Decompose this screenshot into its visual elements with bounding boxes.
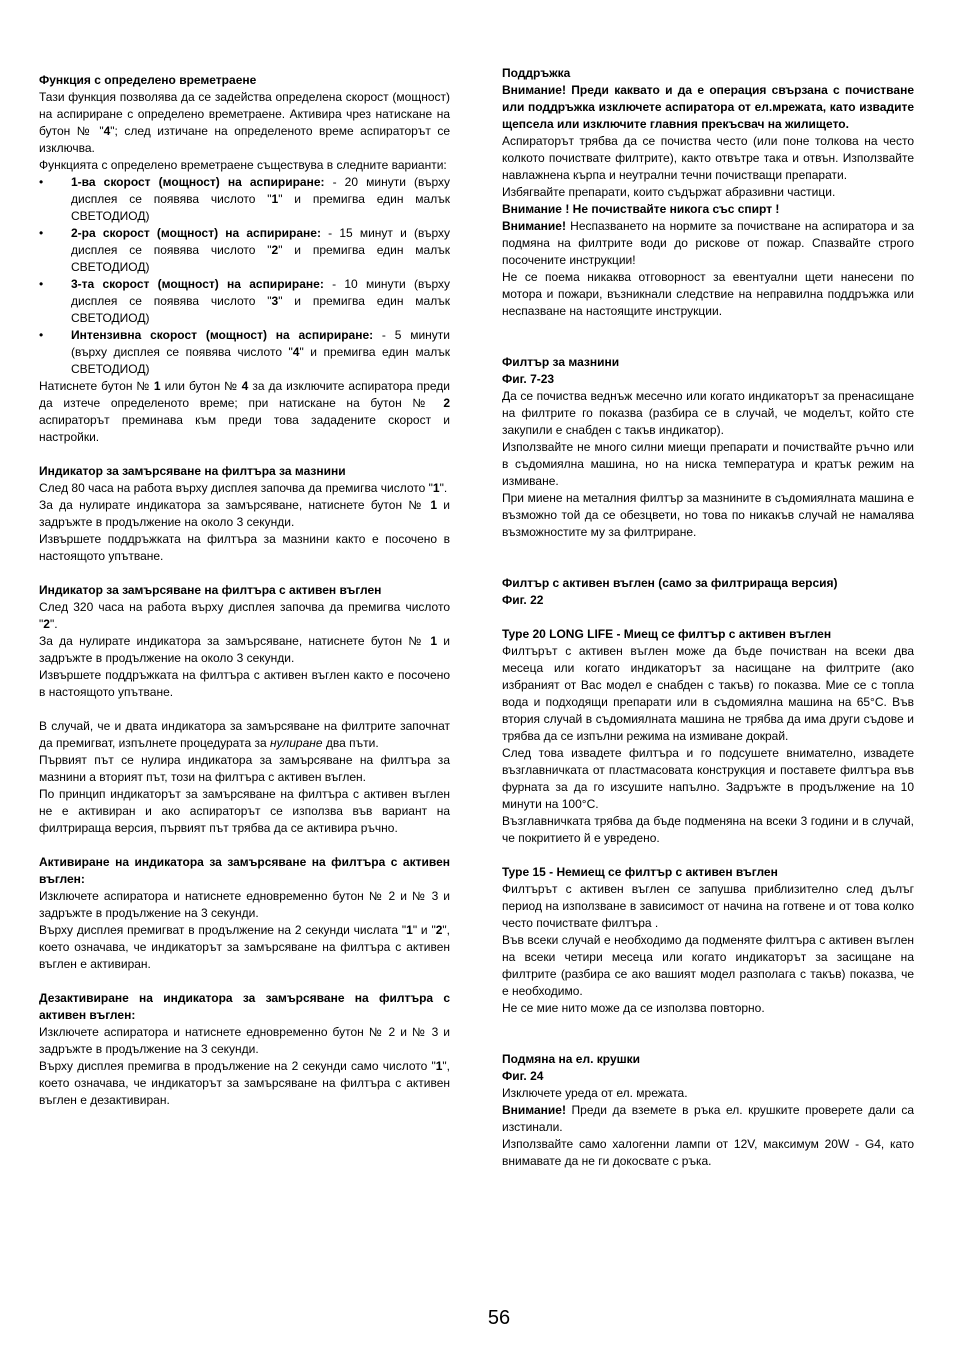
subsection-title-type20: Type 20 LONG LIFE - Миещ се филтър с активен въглен — [502, 627, 832, 641]
type15-paragraph: Филтърът с активен въглен се запушва приблизително след дълъг период на използване в зависимост от начина на готвене и от това колко често почиствате филтъра . — [502, 882, 914, 930]
type15-paragraph: Не се мие нито може да се използва повторно. — [502, 1001, 765, 1015]
carbon-paragraph: След 320 часа на работа върху дисплея започва да премигва числото "2". — [39, 600, 450, 631]
type20-paragraph: След това извадете филтъра и го подсушете внимателно, извадете възглавничката от пластмасовата конструкция и поставете филтъра във фурната за да го изсушите напълно. Задръжте в продължение на 10 минути на 100°C. — [502, 746, 914, 811]
type15-paragraph: Във всеки случай е необходимо да подменяте филтъра с активен въглен на всеки четири месеца или когато индикаторът за засищане на филтрите (разбира се ако вашият модел разполага с такъв) показва, че е необходимо. — [502, 933, 914, 998]
both-indicators-paragraph: В случай, че и двата индикатора за замърсяване на филтрите започнат да премигват, изпълнете процедурата за нулиране два пъти. — [39, 719, 450, 750]
activate-paragraph: Изключете аспиратора и натиснете едновременно бутон № 2 и № 3 и задръжте в продължение на 3 секунди. — [39, 889, 450, 920]
figure-reference: Фиг. 7-23 — [502, 372, 555, 386]
section-title-carbon-filter: Филтър с активен въглен (само за филтрираща версия) — [502, 576, 838, 590]
timer-paragraph: Натиснете бутон № 1 или бутон № 4 за да изключите аспиратора преди да изтече определеното време; при натискане на бутон № 2 аспираторът преминава към преди това зададените скорост и настройки. — [39, 379, 451, 444]
grease-paragraph: За да нулирате индикатора за замърсяване, натиснете бутон № 1 и задръжте в продължение на около 3 секунди. — [39, 498, 450, 529]
list-item: • 2-ра скорост (мощност) на аспириране: - 15 минут и (върху дисплея се появява числото "2" и премигва един малък СВЕТОДИОД) — [39, 225, 450, 276]
timer-variants-list — [39, 174, 450, 378]
right-column — [502, 65, 914, 1170]
list-item: • Интензивна скорост (мощност) на аспириране: - 5 минути (върху дисплея се появява числото "4" и премигва един малък СВЕТОДИОД) — [39, 327, 450, 378]
section-title-carbon-indicator: Индикатор за замърсяване на филтъра с активен въглен — [39, 583, 382, 597]
deactivate-paragraph: Изключете аспиратора и натиснете едновременно бутон № 2 и № 3 и задръжте в продължение на 3 секунди. — [39, 1025, 450, 1056]
maintenance-paragraph: Избягвайте препарати, които съдържат абразивни частици. — [502, 185, 836, 199]
deactivate-paragraph: Върху дисплея премигва в продължение на 2 секунди само числото "1", което означава, че индикаторът за замърсяване на филтъра с активен въглен е дезактивиран. — [39, 1059, 450, 1107]
carbon-paragraph: За да нулирате индикатора за замърсяване, натиснете бутон № 1 и задръжте в продължение на около 3 секунди. — [39, 634, 450, 665]
type20-paragraph: Филтърът с активен въглен може да бъде почистван на всеки два месеца или когато индикаторът за насищане на филтрите (ако избраният от Вас модел е снабден с такъв) го показва. Мие се с топла вода и подходящи препарати или в съдомиялна машина на 65°C. Във втория случай в съдомиялната машина не трябва да има други съдове и трябва да се изпълни режима на измиване докрай. — [502, 644, 914, 743]
grease-paragraph: Извършете поддръжката на филтъра за мазнини както е посочено в настоящото упътване. — [39, 532, 450, 563]
figure-reference: Фиг. 22 — [502, 593, 544, 607]
grease-filter-paragraph: Да се почиства веднъж месечно или когато индикаторът за пренасищане на филтрите го показва (разбира се в случай, че моделът, който сте закупили е снабден с такъв индикатор). — [502, 389, 914, 437]
figure-reference: Фиг. 24 — [502, 1069, 544, 1083]
type20-paragraph: Възглавничката трябва да бъде подменяна на всеки 3 години и в случай, че покритието й е увредено. — [502, 814, 914, 845]
grease-paragraph: След 80 часа на работа върху дисплея започва да премигва числото "1". — [39, 481, 448, 495]
list-item: • 1-ва скорост (мощност) на аспириране: - 20 минути (върху дисплея се появява числото "1" и премигва един малък СВЕТОДИОД) — [39, 174, 450, 225]
section-title-grease-indicator: Индикатор за замърсяване на филтъра за мазнини — [39, 464, 346, 478]
section-title-timer: Функция с определено времетраене — [39, 73, 257, 87]
grease-filter-paragraph: При миене на металния филтър за мазнините в съдомиялната машина е възможно той да се обезцвети, но това по никакъв случай не намалява възможностите му за филтриране. — [502, 491, 914, 539]
timer-paragraph: Функцията с определено времетраене съществува в следните варианти: — [39, 158, 447, 172]
maintenance-warning: Внимание! Преди каквато и да е операция свързана с почистване или поддръжка изключете аспиратора от ел.мрежата, като извадите щепсела или изключите главния прекъсвач на жилището. — [502, 83, 914, 131]
both-indicators-paragraph: По принцип индикаторът за замърсяване на филтъра с активен въглен не е активиран и ако аспираторът се използва във вариант на филтрираща версия, първият път трябва да се активира ръчно. — [39, 787, 450, 835]
maintenance-paragraph: Аспираторът трябва да се почиства често (или поне толкова на често колкото почиствате филтрите), както отвътре така и отвън. Използвайте навлажнена кърпа и неутрални течни почистващи препарати. — [502, 134, 914, 182]
section-title-maintenance: Поддръжка — [502, 66, 571, 80]
list-item: • 3-та скорост (мощност) на аспириране: - 10 минути (върху дисплея се появява числото "3" и премигва един малък СВЕТОДИОД) — [39, 276, 450, 327]
grease-filter-paragraph: Използвайте не много силни миещи препарати и почиствайте ръчно или в съдомиялна машина, но на ниска температура и кратък режим на измиване. — [502, 440, 914, 488]
activate-paragraph: Върху дисплея премигват в продължение на 2 секунди числата "1" и "2", което означава, че индикаторът за замърсяване на филтъра с активен въглен е активиран. — [39, 923, 450, 971]
page-number: 56 — [487, 1307, 511, 1329]
section-title-activate: Активиране на индикатора за замърсяване на филтъра с активен въглен: — [39, 855, 450, 886]
maintenance-warning-alcohol: Внимание ! Не почиствайте никога със спирт ! — [502, 202, 780, 216]
section-title-grease-filter: Филтър за мазнини — [502, 355, 620, 369]
section-title-deactivate: Дезактивиране на индикатора за замърсяване на филтъра с активен въглен: — [39, 991, 450, 1022]
subsection-title-type15: Type 15 - Немиещ се филтър с активен въглен — [502, 865, 778, 879]
maintenance-paragraph: Внимание! Неспазването на нормите за почистване на аспиратора и за подмяна на филтрите води до рискове от пожар. Спазвайте строго посочените инструкции! — [502, 219, 914, 267]
bulbs-paragraph: Използвайте само халогенни лампи от 12V, максимум 20W - G4, като внимавате да не ги докосвате с ръка. — [502, 1137, 914, 1168]
carbon-paragraph: Извършете поддръжката на филтъра с активен въглен както е посочено в настоящото упътване. — [39, 668, 450, 699]
section-title-bulbs: Подмяна на ел. крушки — [502, 1052, 641, 1066]
both-indicators-paragraph: Първият път се нулира индикатора за замърсяване на филтъра за мазнини а вторият път, този на филтъра с активен въглен. — [39, 753, 450, 784]
left-column — [39, 72, 450, 1109]
maintenance-paragraph: Не се поема никаква отговорност за евентуални щети нанесени по мотора и пожари, възникнали следствие на неправилна поддръжка или неспазване на настоящите инструкции. — [502, 270, 914, 318]
timer-paragraph: Тази функция позволява да се задейства определена скорост (мощност) на аспириране с определено времетраене. Активира чрез натискане на бутон № "4"; след изтичане на определеното време аспираторът се изключва. — [39, 90, 451, 155]
bulbs-paragraph: Изключете уреда от ел. мрежата. — [502, 1086, 688, 1100]
bulbs-paragraph: Внимание! Преди да вземете в ръка ел. крушките проверете дали са изстинали. — [502, 1103, 914, 1134]
